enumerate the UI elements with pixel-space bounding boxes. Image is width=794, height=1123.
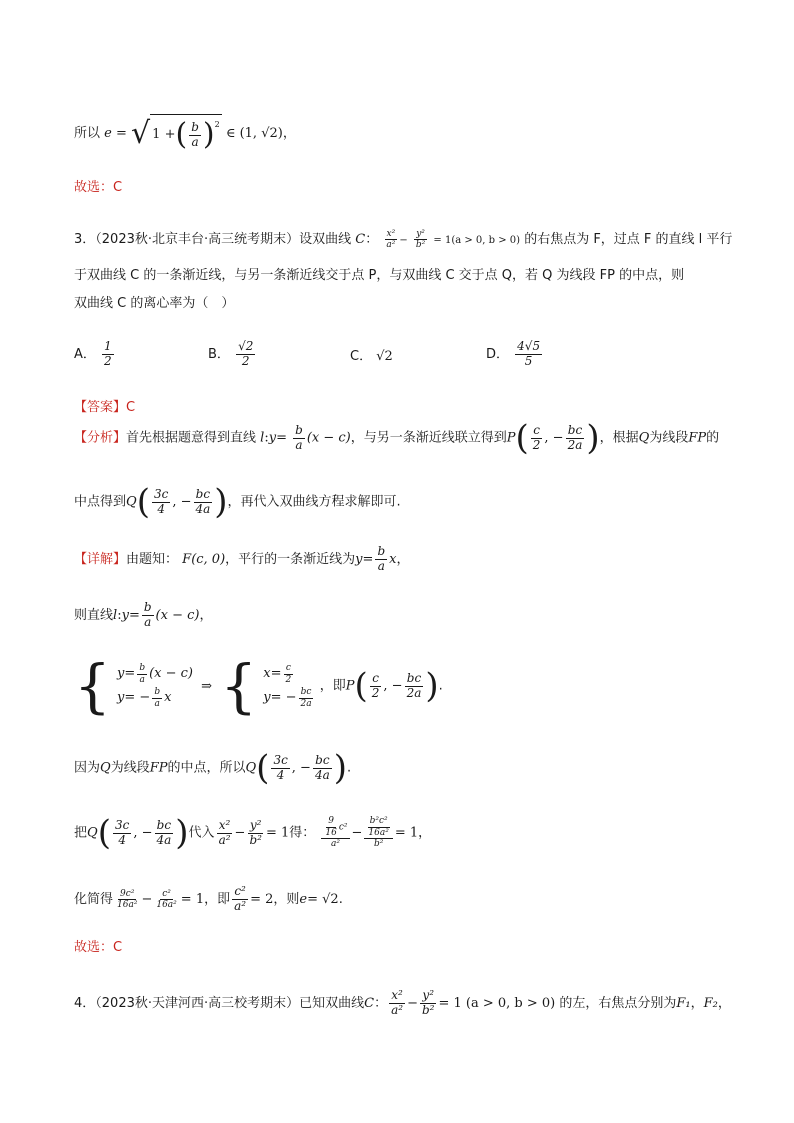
q2-prefix: 所以 — [74, 126, 101, 141]
q3-substitute: 把Q( $\frac{3c}{4}$ , − $\frac{bc}{4a}$ )代入 $\frac{\text{x²}}{\text{a²}}$ − $\frac{\text{y²}}{\text{b²}}$ = 1得： $\frac{9}{16}$ c² a² − $\frac{\frac{\text{b²c²}}{\text{16a²}}}{\text{b²}}$ = 1， — [74, 813, 432, 853]
q2-b-over-a: $\frac{b}{a}$ — [191, 119, 199, 149]
q2-sqrt: √ 1 + ( $\frac{b}{a}$ ) $^2$ — [131, 115, 220, 152]
q3-detail-line1: 【详解】由题知： F(c, 0)，平行的一条渐近线为y= $\frac{b}{a}$ x， — [74, 544, 410, 573]
option-a[interactable]: A． $\frac{1}{2}$ — [74, 339, 112, 368]
option-b[interactable]: B． $\frac{√2}{2}$ — [208, 339, 254, 368]
q3-analysis-line1: 【分析】首先根据题意得到直线 l:y= $\frac{b}{a}$ (x − c)，与另一条渐近线联立得到P( $\frac{c}{2}$ , − $\frac{bc}{2a}$ )，根据Q为线段FP的 — [74, 418, 720, 458]
q4-stem-line1: 4．（2023秋·天津河西·高三校考期末）已知双曲线C： $\frac{\text{x²}}{\text{a²}}$ − $\frac{\text{y²}}{\text{b²}}$ = 1 (a > 0, b > 0) 的左，右焦点分别为F₁，F₂， — [74, 988, 731, 1017]
q3-stem-line1: 3．（2023秋·北京丰台·高三统考期末）设双曲线 C： $\frac{\text{x²}}{\text{a²}}$ − $\frac{\text{y²}}{\text{b²}}$ = 1(a > 0, b > 0) 的右焦点为 F，过点 F 的直线 l 平行 — [74, 228, 733, 250]
option-c[interactable]: C． √2 — [350, 349, 393, 364]
q3-number: 3．（2023秋·北京丰台·高三统考期末）设双曲线 — [74, 232, 352, 247]
q2-answer: 故选：C — [74, 180, 123, 195]
q3-stem-line2: 于双曲线 C 的一条渐近线，与另一条渐近线交于点 P，与双曲线 C 交于点 Q，若 Q 为线段 FP 的中点，则 — [74, 268, 685, 283]
detail-tag: 【详解】 — [74, 552, 127, 567]
q3-options — [74, 340, 734, 376]
q2-e-symbol: e — [104, 126, 112, 141]
q3-line-eq: 则直线l:y= $\frac{b}{a}$ (x − c)， — [74, 600, 213, 629]
q3-stem-line3: 双曲线 C 的离心率为（ ） — [74, 296, 235, 311]
analysis-tag: 【分析】 — [74, 430, 127, 446]
q2-eq: = — [116, 126, 127, 141]
q3-final-answer: 故选：C — [74, 940, 123, 955]
q3-stem-part1: 的右焦点为 F，过点 F 的直线 l 平行 — [524, 232, 733, 247]
answer-tag: 【答案】 — [74, 400, 127, 415]
q3-eq-tail: = 1(a > 0, b > 0) — [433, 235, 521, 246]
q2-conclusion-line: 所以 e = √ 1 + ( $\frac{b}{a}$ ) $^2$ ∈ (1, √2)， — [74, 115, 296, 152]
q3-midpoint: 因为Q为线段FP的中点，所以Q( $\frac{3c}{4}$ , − $\frac{bc}{4a}$ ). — [74, 748, 352, 788]
q3-analysis-line2: 中点得到Q( $\frac{3c}{4}$ , − $\frac{bc}{4a}$ )，再代入双曲线方程求解即可. — [74, 482, 401, 522]
q2-interval: (1, √2) — [239, 126, 283, 141]
q3-system: { y = $\frac{b}{a}$ (x − c) y = − $\frac{b}{a}$ x ⇒ { x = $\frac{c}{2}$ y = − $\frac{bc}{2a}$ ，即P( $\frac{c}{2}$ , − $\frac{bc}{2a}$ ). — [74, 652, 443, 720]
q3-simplify: 化简得 $\frac{\text{9c²}}{\text{16a²}}$ − $\frac{\text{c²}}{\text{16a²}}$ = 1，即 $\frac{\text{c²}}{\text{a²}}$ = 2，则e= √2. — [74, 884, 343, 913]
option-d[interactable]: D． $\frac{4√5}{5}$ — [486, 339, 541, 368]
q2-in: ∈ — [225, 126, 236, 141]
q2-one-plus: 1 + — [152, 127, 176, 142]
answer-value: C — [126, 400, 136, 415]
